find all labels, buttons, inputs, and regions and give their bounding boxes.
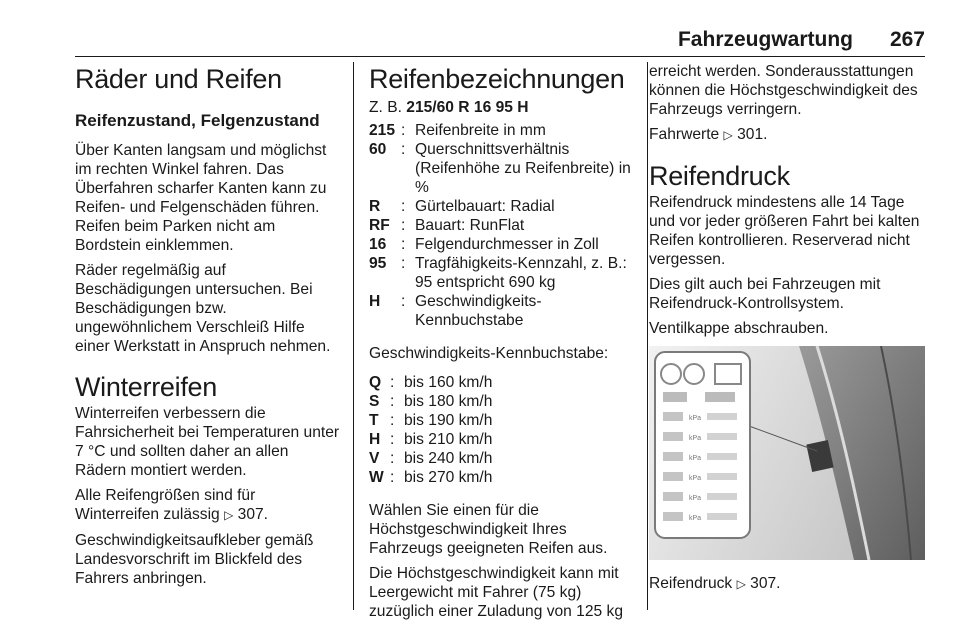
definition-row [369, 411, 637, 430]
definition-row [369, 292, 637, 330]
definition-colon: : [401, 141, 406, 158]
definition-colon: : [390, 431, 395, 448]
pressure-unit-label: kPa [689, 415, 702, 422]
definition-row [369, 449, 637, 468]
definition-colon: : [390, 412, 395, 429]
pressure-unit-label: kPa [689, 435, 702, 442]
pressure-unit-label: kPa [689, 515, 702, 522]
column-3 [649, 62, 927, 600]
page-reference-link[interactable]: 307. [750, 575, 781, 592]
definition-value: Tragfähigkeits-Kennzahl, z. B.: 95 entspricht 690 kg [415, 255, 627, 291]
load-condition-icon [663, 492, 683, 501]
tire-size-icon [663, 392, 687, 402]
column-1 [75, 62, 340, 594]
pressure-value-placeholder [707, 473, 737, 480]
example-line [369, 98, 637, 117]
definition-key: H [369, 431, 381, 448]
column-2 [369, 62, 637, 627]
definition-key: S [369, 393, 380, 410]
paragraph: Dies gilt auch bei Fahrzeugen mit Reifendruck-Kontrollsystem. [649, 276, 881, 312]
pressure-value-placeholder [707, 513, 737, 520]
definition-colon: : [401, 217, 406, 234]
load-condition-icon [663, 472, 683, 481]
paragraph [649, 125, 927, 145]
pressure-value-placeholder [707, 453, 737, 460]
paragraph-text: Alle Reifengrößen sind für Winterreifen zulässig [75, 487, 256, 523]
reference-text: Reifendruck [649, 575, 733, 592]
column-divider [353, 62, 354, 610]
definition-key: T [369, 412, 379, 429]
pressure-value-placeholder [707, 433, 737, 440]
reference-arrow-icon: ▷ [224, 508, 234, 522]
definition-key: 215 [369, 122, 396, 139]
definition-key: 16 [369, 236, 387, 253]
definition-value: bis 240 km/h [404, 450, 493, 467]
code-definition-list [369, 121, 637, 330]
definition-row [369, 392, 637, 411]
page-number: 267 [889, 28, 925, 51]
definition-row [369, 468, 637, 487]
pressure-unit-label: kPa [689, 455, 702, 462]
load-condition-icon [663, 412, 683, 421]
definition-key: RF [369, 217, 390, 234]
header-rule [75, 56, 925, 57]
definition-row [369, 121, 637, 140]
car-load-icon [705, 392, 735, 402]
reference-arrow-icon: ▷ [723, 128, 733, 142]
paragraph: Die Höchstgeschwindigkeit kann mit Leergewicht mit Fahrer (75 kg) zuzüglich einer Zuladung von 125 kg [369, 565, 623, 620]
paragraph: Ventilkappe abschrauben. [649, 320, 829, 337]
load-condition-icon [663, 432, 683, 441]
paragraph: Winterreifen verbessern die Fahrsicherheit bei Temperaturen unter 7 °C und sollten daher an allen Rädern montiert werden. [75, 405, 340, 479]
paragraph: Geschwindigkeits-Kennbuchstabe: [369, 345, 609, 362]
definition-value: bis 190 km/h [404, 412, 493, 429]
paragraph: Reifendruck mindestens alle 14 Tage und vor jeder größeren Fahrt bei kalten Reifen kontrollieren. Reserverad nicht vergessen. [649, 194, 920, 268]
definition-row [369, 235, 637, 254]
definition-row [369, 373, 637, 392]
definition-row [369, 254, 637, 292]
definition-value: bis 210 km/h [404, 431, 493, 448]
definition-key: V [369, 450, 380, 467]
section-title: Räder und Reifen [75, 64, 282, 94]
definition-value: bis 270 km/h [404, 469, 493, 486]
page-reference-link[interactable]: 301. [737, 126, 768, 143]
reference-arrow-icon: ▷ [736, 577, 746, 591]
definition-colon: : [401, 255, 406, 272]
definition-key: W [369, 469, 384, 486]
definition-colon: : [390, 374, 395, 391]
definition-value: Geschwindigkeits-Kennbuchstabe [415, 293, 542, 329]
definition-colon: : [401, 122, 406, 139]
definition-colon: : [390, 450, 395, 467]
section-title: Reifendruck [649, 161, 790, 191]
definition-colon: : [390, 469, 395, 486]
paragraph: Über Kanten langsam und möglichst im rechten Winkel fahren. Das Überfahren scharfer Kanten kann zu Reifen- und Felgenschäden führen. Reifen beim Parken nicht am Bordstein einklemmen. [75, 142, 327, 254]
paragraph: erreicht werden. Sonderausstattungen können die Höchstgeschwindigkeit des Fahrzeugs verringern. [649, 63, 918, 118]
paragraph: Räder regelmäßig auf Beschädigungen untersuchen. Bei Beschädigungen bzw. ungewöhnlichem Verschleiß Hilfe einer Werkstatt in Anspruch nehmen. [75, 262, 331, 355]
definition-colon: : [401, 198, 406, 215]
tire-pressure-label-photo [649, 346, 925, 560]
pressure-value-placeholder [707, 493, 737, 500]
page-reference-link[interactable]: 307. [237, 506, 269, 523]
load-condition-icon [663, 512, 683, 521]
pressure-unit-label: kPa [689, 495, 702, 502]
pressure-value-placeholder [707, 413, 737, 420]
definition-key: 60 [369, 141, 387, 158]
definition-colon: : [401, 236, 406, 253]
definition-key: Q [369, 374, 382, 391]
definition-value: Felgendurchmesser in Zoll [415, 236, 599, 253]
example-code: 215/60 R 16 95 H [406, 99, 529, 116]
subsection-title: Reifenzustand, Felgenzustand [75, 111, 320, 130]
definition-value: Bauart: RunFlat [415, 217, 525, 234]
callout-line [749, 426, 817, 451]
definition-row [369, 140, 637, 197]
column-divider [647, 62, 648, 610]
definition-row [369, 430, 637, 449]
definition-value: bis 180 km/h [404, 393, 493, 410]
definition-key: H [369, 293, 381, 310]
photo-illustration [649, 346, 925, 560]
definition-row [369, 216, 637, 235]
definition-colon: : [390, 393, 395, 410]
page-header [75, 26, 925, 56]
example-prefix: Z. B. [369, 99, 402, 116]
section-title: Reifenbezeichnungen [369, 64, 625, 94]
pressure-unit-label: kPa [689, 475, 702, 482]
definition-key: R [369, 198, 381, 215]
definition-value: Gürtelbauart: Radial [415, 198, 555, 215]
section-title: Winterreifen [75, 372, 217, 402]
definition-value: Reifenbreite in mm [415, 122, 546, 139]
definition-value: bis 160 km/h [404, 374, 493, 391]
paragraph [649, 574, 927, 594]
definition-colon: : [401, 293, 406, 310]
reference-text: Fahrwerte [649, 126, 720, 143]
paragraph [75, 486, 340, 525]
paragraph: Geschwindigkeitsaufkleber gemäß Landesvorschrift im Blickfeld des Fahrers anbringen. [75, 532, 314, 587]
definition-value: Querschnittsverhältnis (Reifenhöhe zu Reifenbreite) in % [415, 141, 631, 196]
speed-definition-list [369, 373, 637, 487]
running-title: Fahrzeugwartung [677, 28, 853, 51]
definition-row [369, 197, 637, 216]
load-condition-icon [663, 452, 683, 461]
paragraph: Wählen Sie einen für die Höchstgeschwindigkeit Ihres Fahrzeugs geeigneten Reifen aus. [369, 502, 608, 557]
definition-key: 95 [369, 255, 387, 272]
